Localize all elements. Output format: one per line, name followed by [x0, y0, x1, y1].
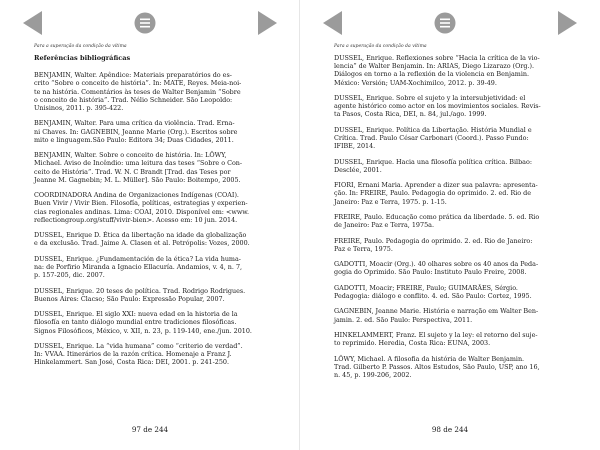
- page-number: 98 de 244: [431, 425, 469, 434]
- reference-line: e da exclusão. Trad. Jaime A. Clasen et al. Petrópolis: Vozes, 2000.: [34, 239, 250, 248]
- reference-line: Trad. Gilberto P. Passos. Altos Estudos, São Paulo, USP, ano 16,: [334, 362, 540, 371]
- reference-line: lencia” de Walter Benjamin. In: ARIAS, Diego Lizarazo (Org.).: [334, 62, 535, 71]
- reference-line: In: VVAA. Itinerários de la razón crítica. Homenaje a Franz J.: [34, 350, 232, 359]
- reference-line: gogia do Oprimido. São Paulo: Instituto Paulo Freire, 2008.: [334, 268, 527, 277]
- reference-line: DUSSEL, Enrique. Reflexiones sobre “Hacia la crítica de la vio-: [334, 54, 540, 62]
- reference-line: jamin. 2. ed. São Paulo: Perspectiva, 2011.: [334, 315, 473, 324]
- reference-entry: [334, 307, 574, 323]
- reference-line: Diálogos en torno a la reflexión de la violencia en Benjamin.: [334, 70, 530, 79]
- list-menu-icon: [434, 12, 456, 34]
- reference-line: to reprimido. Heredia, Costa Rica: EUNA, 2003.: [334, 339, 491, 348]
- reference-line: mito e linguagem.São Paulo: Editora 34; Duas Cidades, 2011.: [34, 135, 234, 144]
- reference-line: crito “Sobre o conceito de história”. In: MATE, Reyes. Meia-noi-: [34, 79, 242, 88]
- reference-line: FIORI, Ernani Maria. Aprender a dizer sua palavra: apresenta-: [334, 181, 538, 190]
- reference-line: DUSSEL, Enrique D. Ética da libertação na idade da globalização: [34, 231, 247, 240]
- reference-line: filosofía en tanto diálogo mundial entre tradiciones filosóficas.: [34, 318, 237, 327]
- reference-line: Paz e Terra, 1975.: [334, 244, 393, 253]
- reference-line: DUSSEL, Enrique. Política da Libertação. História Mundial e: [334, 125, 532, 134]
- reference-entry: [34, 342, 274, 367]
- entries-container: [34, 71, 274, 366]
- reference-entry: [34, 287, 274, 303]
- reference-entry: [334, 260, 574, 276]
- reference-entry: [334, 355, 574, 380]
- right-page: [300, 0, 600, 450]
- triangle-left-icon: [22, 10, 44, 36]
- reference-line: cias regionales andinas. Lima: COAI, 2010. Disponível em: <www.: [34, 207, 250, 216]
- reference-line: BENJAMIN, Walter. Para uma crítica da violência. Trad. Erna-: [34, 119, 235, 128]
- reference-entry: [334, 284, 574, 300]
- reference-line: BENJAMIN, Walter. Sobre o conceito de história. In: LÖWY,: [34, 151, 227, 160]
- previous-page-button-right[interactable]: [322, 10, 344, 36]
- section-heading: Referências bibliográficas: [34, 54, 131, 62]
- triangle-left-icon: [322, 10, 344, 36]
- bibliography-list-left: [34, 54, 274, 374]
- reference-line: ceito de História”. Trad. W. N. C Brandt [Trad. das Teses por: [34, 167, 231, 176]
- reference-line: GADOTTI, Moacir (Org.). 40 olhares sobre os 40 anos da Peda-: [334, 260, 539, 269]
- menu-button-right[interactable]: [434, 12, 456, 34]
- reference-entry: [334, 94, 574, 119]
- reference-line: DUSSEL, Enrique. El siglo XXI: nueva edad en la historia de la: [34, 310, 238, 319]
- reference-line: o conceito de história”. Trad. Nélio Schneider. São Leopoldo:: [34, 95, 233, 104]
- reference-line: HINKELAMMERT, Franz. El sujeto y la ley: el retorno del suje-: [334, 330, 538, 339]
- entries-container: [334, 54, 574, 379]
- reference-line: Michael. Aviso de Incêndio: uma leitura das teses “Sobre o Con-: [34, 159, 243, 168]
- reference-line: Hinkelammert. San José, Costa Rica: DEI, 2001. p. 241-250.: [34, 358, 229, 367]
- reference-line: Signos Filosóficos, México, v. XII, n. 23, p. 119-140, ene./jun. 2010.: [34, 326, 252, 335]
- reference-line: BENJAMIN, Walter. Apêndice: Materiais preparatórios do es-: [34, 71, 232, 80]
- reference-entry: [34, 119, 274, 144]
- reference-line: p. 157-205, dic. 2007.: [34, 271, 105, 280]
- reference-line: de Janeiro: Paz e Terra, 1975a.: [334, 221, 434, 230]
- reference-entry: [334, 158, 574, 174]
- reference-line: Crítica. Trad. Paulo César Carbonari (Coord.). Passo Fundo:: [334, 134, 529, 142]
- reference-line: na: de Porfirio Miranda a Ignacio Ellacuría. Andamios, v. 4, n. 7,: [34, 263, 243, 271]
- next-page-button[interactable]: [556, 10, 578, 36]
- reference-line: IFIBE, 2014.: [334, 142, 376, 151]
- list-menu-icon: [134, 12, 156, 34]
- reference-line: agente histórico como actor en los movimientos sociales. Revis-: [334, 102, 541, 111]
- reference-entry: [34, 71, 274, 112]
- reference-entry: [34, 231, 274, 247]
- reference-line: DUSSEL, Enrique. La “vida humana” como “criterio de verdad”.: [34, 341, 243, 350]
- reference-line: te na história. Comentários às teses de Walter Benjamin “Sobre: [34, 87, 241, 96]
- reference-line: Desclée, 2001.: [334, 165, 382, 174]
- reference-line: DUSSEL, Enrique. Sobre el sujeto y la intersubjetividad: el: [334, 94, 526, 102]
- reference-entry: [334, 54, 574, 87]
- previous-page-button[interactable]: [22, 10, 44, 36]
- reference-line: DUSSEL, Enrique. ¿Fundamentación de la ética? La vida huma-: [34, 254, 241, 263]
- running-header: Para a superação da condição da vítima: [334, 44, 427, 49]
- reference-line: ta Pasos, Costa Rica, DEI, n. 84, jul./ago. 1999.: [334, 110, 487, 119]
- reference-line: COORDINADORA Andina de Organizaciones Indígenas (COAI).: [34, 191, 239, 200]
- reference-line: FREIRE, Paulo. Educação como prática da liberdade. 5. ed. Rio: [334, 212, 540, 221]
- reference-line: Buenos Aires: Clacso; São Paulo: Expressão Popular, 2007.: [34, 294, 225, 303]
- reference-line: LÖWY, Michael. A filosofia da história de Walter Benjamin.: [334, 354, 525, 363]
- reference-entry: [334, 126, 574, 151]
- next-page-button-left[interactable]: [256, 10, 278, 36]
- reference-line: ni Chaves. In: GAGNEBIN, Jeanne Marie (Org.). Escritos sobre: [34, 127, 238, 136]
- reference-line: Janeiro: Paz e Terra, 1975. p. 1-15.: [334, 197, 447, 206]
- reference-line: reflectiongroup.org/stuff/vivir-bien>. Acesso em: 10 jun. 2014.: [34, 215, 238, 224]
- triangle-right-icon: [256, 10, 278, 36]
- triangle-right-icon: [556, 10, 578, 36]
- reference-entry: [334, 331, 574, 347]
- reference-line: Buen Vivir / Vivir Bien. Filosofía, políticas, estrategias y experien-: [34, 199, 248, 208]
- reference-line: México: Versión; UAM-Xochimilco, 2012. p. 39-49.: [334, 78, 497, 87]
- reference-line: n. 45, p. 199-206, 2002.: [334, 370, 412, 379]
- reference-line: GAGNEBIN, Jeanne Marie. História e narração em Walter Ben-: [334, 307, 539, 316]
- reference-entry: [334, 237, 574, 253]
- bibliography-list-right: [334, 54, 574, 386]
- reference-line: Jeanne M. Gagnebin; M. L. Müller]. São Paulo: Boitempo, 2005.: [34, 175, 241, 184]
- reference-line: GADOTTI, Moacir; FREIRE, Paulo; GUIMARÃES, Sérgio.: [334, 283, 518, 292]
- reference-line: DUSSEL, Enrique. 20 teses de política. Trad. Rodrigo Rodrigues.: [34, 286, 246, 295]
- reference-line: Unisinos, 2011. p. 395-422.: [34, 104, 124, 113]
- reference-entry: [334, 213, 574, 229]
- running-header: Para a superação da condição da vítima: [34, 44, 127, 49]
- reference-line: ção. In: FREIRE, Paulo. Pedagogia do oprimido. 2. ed. Rio de: [334, 189, 532, 198]
- reference-entry: [334, 181, 574, 206]
- reference-entry: [34, 191, 274, 224]
- reference-entry: [34, 255, 274, 280]
- reference-line: DUSSEL, Enrique. Hacia una filosofía política crítica. Bilbao:: [334, 157, 532, 166]
- page-number: 97 de 244: [131, 425, 169, 434]
- menu-button[interactable]: [134, 12, 156, 34]
- reference-entry: [34, 310, 274, 335]
- reference-line: Pedagogia: diálogo e conflito. 4. ed. São Paulo: Cortez, 1995.: [334, 291, 532, 300]
- reference-entry: [34, 151, 274, 184]
- reference-line: FREIRE, Paulo. Pedagogia do oprimido. 2. ed. Rio de Janeiro:: [334, 236, 533, 245]
